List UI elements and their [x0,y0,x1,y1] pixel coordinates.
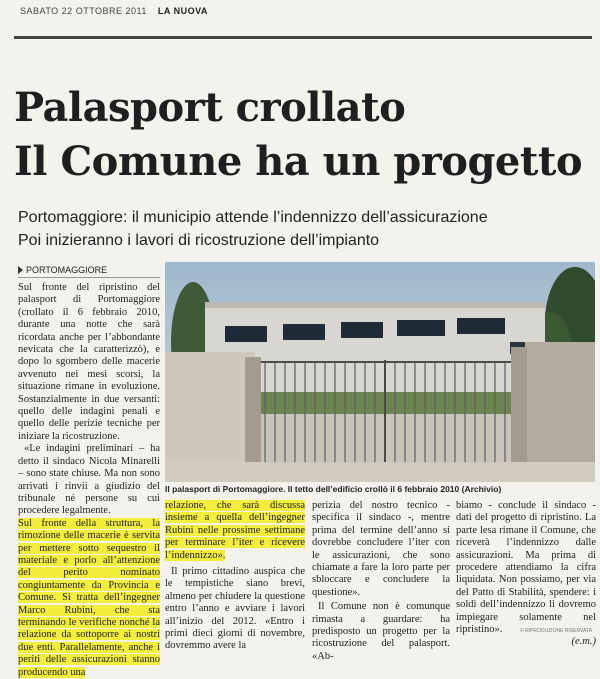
headline-line-2: Il Comune ha un progetto [14,138,582,185]
paragraph: Il Comune non è comunque rimasta a guardare: ha predisposto un progetto per la ricostruzione del palasport. «Ab- [312,601,450,662]
article-column-2 [165,500,305,653]
newspaper-name: LA NUOVA [157,6,208,16]
paragraph: «Le indagini preliminari – ha detto il sindaco Nicola Minarelli – sono state chiuse. Ma non sono arrivati i rinvii a giudizio del tribunale né persone su cui procedere legalmente. [18,443,160,517]
highlighted-text: relazione, che sarà discussa insieme a quella dell’ingegner Rubini nelle prossime settimane per terminare l’iter e ricevere l’indennizzo». [165,500,305,561]
page-header [20,6,592,22]
copyright-notice: © RIPRODUZIONE RISERVATA [520,628,592,634]
section-marker-icon [18,266,23,274]
author-signature: (e.m.) [571,636,596,648]
article-photo [165,262,595,482]
palasport-photo [165,262,595,482]
paragraph: Il primo cittadino auspica che le tempistiche siano brevi, almeno per chiudere la questione entro l’anno e avviare i lavori all’inizio del 2012. «Entro i primi dieci giorni di novembre, dovremmo avere la [165,566,305,652]
paragraph: Sul fronte del ripristino del palasport di Portomaggiore (crollato il 6 febbraio 2010, durante una notte che sarà ricordata anche per l’abbondante nevicata che la caratterizzò), e dopo lo sgombero delle macerie avvenuto nei mesi scorsi, la situazione rimane in evoluzione. Sostanzialmente in due versanti: quello delle indagini penali e quello delle perizie tecniche per iniziare la ricostruzione. [18,282,160,442]
paragraph: biamo - conclude il sindaco - dati del progetto di ripristino. La parte lesa rimane il Comune, che riceverà l’indennizzo dalle assicurazioni. Ma prima di procedere attendiamo la cifra liquidata. Non possiamo, per via del Patto di Stabilità, spendere: i soldi dell’indennizzo li dovremo impiegare solamente nel ripristino». [456,500,596,636]
subheadline-line-1: Portomaggiore: il municipio attende l’indennizzo dell’assicurazione [18,209,488,226]
header-rule [14,36,592,39]
photo-caption: Il palasport di Portomaggiore. Il tetto dell’edificio crollò il 6 febbraio 2010 (Archivio) [165,484,502,494]
paragraph: perizia del nostro tecnico - specifica il sindaco -, mentre prima del termine dell’anno si dovrebbe concludere l’iter con le assicurazioni, che sono chiamate a fare la loro parte per sbloccare e concludere la questione». [312,500,450,598]
article-column-3 [312,500,450,663]
article-column-4 [456,500,596,649]
headline-line-1: Palasport crollato [14,84,406,131]
issue-date: SABATO 22 OTTOBRE 2011 [20,6,147,16]
article-column-1 [18,282,160,679]
subheadline-line-2: Poi inizieranno i lavori di ricostruzione dell’impianto [18,232,380,249]
section-label: PORTOMAGGIORE [18,265,160,278]
highlighted-text: Sul fronte della struttura, la rimozione delle macerie è servita per mettere sotto sequestro il materiale e porlo all’attenzione del perito nominato congiuntamente da Provincia e Comune. Si tratta dell’ingegner Marco Rubini, che sta terminando le verifiche nonché la relazione da sottoporre ai nostri due enti. Parallelamente, anche i periti delle assicurazioni stanno producendo una [18,517,160,678]
